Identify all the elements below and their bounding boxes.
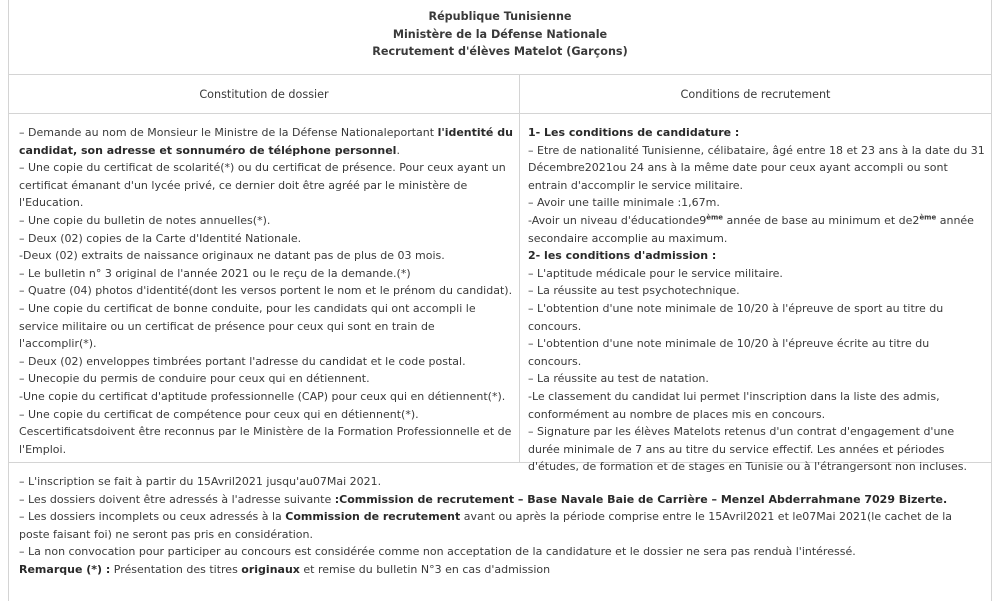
dossier-item: – Deux (02) copies de la Carte d'Identité Nationale. [19,231,302,245]
registration-info [9,463,991,601]
candidature-conditions-title: 1- Les conditions de candidature : [528,126,740,139]
condition-item: – Signature par les élèves Matelots retenus d'un contrat d'engagement d'une durée minimale de 7 ans au titre du service effectif. Les années et périodes d'études, de formation et de stages en Tunisie ou à l'étrangersont non incluses. [528,425,968,474]
dossier-item: – Quatre (04) photos d'identité(dont les versos portent le nom et le prénom du candidat). [19,284,513,298]
dossier-item: -Une copie du certificat d'aptitude professionnelle (CAP) pour ceux qui en détiennent(*). [19,389,506,403]
dossier-item: – Unecopie du permis de conduire pour ceux qui en détiennent. [19,372,370,386]
dossier-item: – Deux (02) enveloppes timbrées portant l'adresse du candidat et le code postal. [19,354,466,368]
condition-item: – La réussite au test de natation. [528,372,709,386]
condition-item: -Le classement du candidat lui permet l'inscription dans la liste des admis, conformément au nombre de places mis en concours. [528,389,940,421]
conditions-list [520,114,991,474]
remark: Remarque (*) : Présentation des titres originaux et remise du bulletin N°3 en cas d'admission [19,562,551,576]
non-convocation-note: – La non convocation pour participer au concours est considérée comme non acceptation de la candidature et le dossier ne sera pas renduà l'intéressé. [19,545,856,559]
condition-item: – Avoir une taille minimale :1,67m. [528,196,720,210]
header-ministry: Ministère de la Défense Nationale [392,27,608,41]
condition-item: – Etre de nationalité Tunisienne, célibataire, âgé entre 18 et 23 ans à la date du 31 Décembre2021ou 24 ans à la même date pour ceux ayant accompli ou sont entrain d'accomplir le service militaire. [528,143,985,192]
notice-header [9,0,991,75]
incomplete-dossier-note: – Les dossiers incomplets ou ceux adressés à la Commission de recrutement avant ou après la période comprise entre le 15Avril2021 et le07Mai 2021(le cachet de la poste faisant foi) ne seront pas pris en considération. [19,510,953,541]
dossier-item: – Le bulletin n° 3 original de l'année 2021 ou le reçu de la demande.(*) [19,266,411,280]
dossier-item: – Une copie du bulletin de notes annuelles(*). [19,213,271,227]
condition-item: – La réussite au test psychotechnique. [528,284,740,298]
condition-item: – L'aptitude médicale pour le service militaire. [528,266,783,280]
column-title-conditions: Conditions de recrutement [520,75,991,114]
column-title-dossier: Constitution de dossier [9,75,520,114]
condition-item: – L'obtention d'une note minimale de 10/20 à l'épreuve écrite au titre du concours. [528,337,930,368]
registration-period: – L'inscription se fait à partir du 15Avril2021 jusqu'au07Mai 2021. [19,475,382,488]
dossier-item: – Une copie du certificat de compétence pour ceux qui en détiennent(*). [19,407,419,421]
admission-conditions-title: 2- les conditions d'admission : [528,249,717,263]
dossier-item: -Deux (02) extraits de naissance originaux ne datant pas de plus de 03 mois. [19,249,445,263]
dossier-item: – Une copie du certificat de bonne conduite, pour les candidats qui ont accompli le service militaire ou un certificat de présence pour ceux qui sont en train de l'accomplir(*). [19,301,476,351]
dossier-list [9,114,520,463]
header-country: République Tunisienne [428,10,572,23]
dossier-item: – Une copie du certificat de scolarité(*) ou du certificat de présence. Pour ceux ayant un certificat émanant d'un lycée privé, ce dernier doit être agréé par le ministère de l'Education. [19,161,506,210]
recruitment-notice [8,0,992,601]
condition-item: – L'obtention d'une note minimale de 10/20 à l'épreuve de sport au titre du concours. [528,301,944,333]
condition-item: -Avoir un niveau d'éducationde9ème année de base au minimum et de2ème année secondaire accomplie au maximum. [528,213,974,245]
dossier-item: Cescertificatsdoivent être reconnus par le Ministère de la Formation Professionnelle et de l'Emploi. [19,425,512,456]
header-recruitment-title: Recrutement d'élèves Matelot (Garçons) [372,45,628,59]
dossier-item: – Demande au nom de Monsieur le Ministre de la Défense Nationaleportant l'identité du candidat, son adresse et sonnuméro de téléphone personnel. [19,126,513,157]
mailing-address: – Les dossiers doivent être adressés à l'adresse suivante :Commission de recrutement – Base Navale Baie de Carrière – Menzel Abderrahmane 7029 Bizerte. [19,492,948,506]
